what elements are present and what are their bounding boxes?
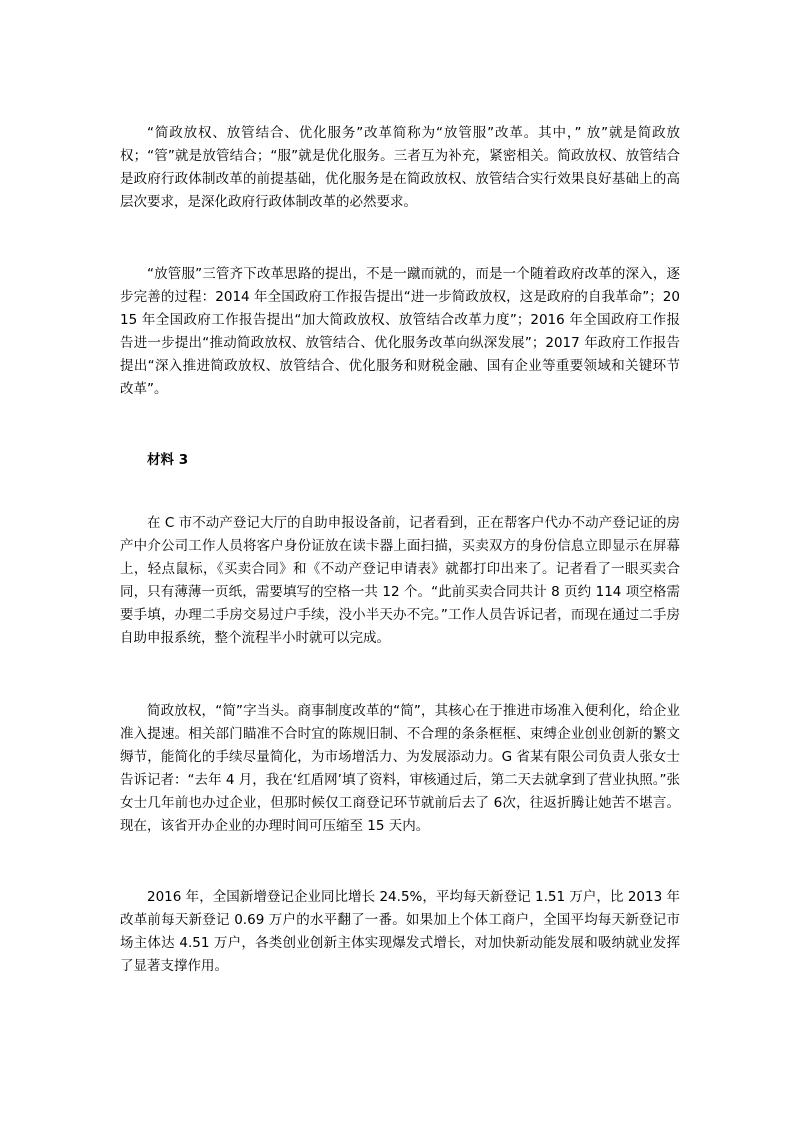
paragraph-fangguanfu-definition: “简政放权、放管结合、优化服务”改革简称为“放管服”改革。其中，” 放”就是简政放权；“管”就是放管结合；“服”就是优化服务。三者互为补充，紧密相关。简政放权、放管结合是政府行政体制改革的前提基础，优化服务是在简政放权、放管结合实行效果良好基础上的高层次要求，是深化政府行政体制改革的必然要求。 — [120, 125, 680, 210]
paragraph-property-registration: 在 C 市不动产登记大厅的自助申报设备前，记者看到，正在帮客户代办不动产登记证的房产中介公司工作人员将客户身份证放在读卡器上面扫描，买卖双方的身份信息立即显示在屏幕上，轻点鼠标，《买卖合同》和《不动产登记申请表》就都打印出来了。记者看了一眼买卖合同，只有薄薄一页纸，需要填写的空格一共 12 个。“此前买卖合同共计 8 页约 114 项空格需要手填，办理二手房交易过户手续，没小半天办不完。”工作人员告诉记者，而现在通过二手房自助申报系统，整个流程半小时就可以完成。 — [120, 515, 680, 646]
section-heading-material-3: 材料 3 — [147, 452, 189, 468]
paragraph-reform-timeline: “放管服”三管齐下改革思路的提出，不是一蹴而就的，而是一个随着政府改革的深入，逐步完善的过程：2014 年全国政府工作报告提出“进一步简政放权，这是政府的自我革命”；2015 年全国政府工作报告提出“加大简政放权、放管结合改革力度”；2016 年全国政府工作报告进一步提出“推动简政放权、放管结合、优化服务改革向纵深发展”；2017 年政府工作报告提出“深入推进简政放权、放管结合、优化服务和财税金融、国有企业等重要领域和关键环节改革”。 — [120, 266, 680, 397]
paragraph-business-registration: 简政放权，“简”字当头。商事制度改革的“简”，其核心在于推进市场准入便利化，给企业准入提速。相关部门瞄准不合时宜的陈规旧制、不合理的条条框框、束缚企业创业创新的繁文缛节，能简化的手续尽量简化，为市场增活力、为发展添动力。G 省某有限公司负责人张女士告诉记者：“去年 4 月，我在‘红盾网’填了资料，审核通过后，第二天去就拿到了营业执照。”张女士几年前也办过企业，但那时候仅工商登记环节就前后去了 6次，往返折腾让她苦不堪言。现在，该省开办企业的办理时间可压缩至 15 天内。 — [120, 703, 680, 834]
paragraph-new-enterprises-statistics: 2016 年，全国新增登记企业同比增长 24.5%，平均每天新登记 1.51 万户，比 2013 年改革前每天新登记 0.69 万户的水平翻了一番。如果加上个体工商户，全国平均每天新登记市场主体达 4.51 万户，各类创业创新主体实现爆发式增长，对加快新动能发展和吸纳就业发挥了显著支撑作用。 — [120, 889, 680, 974]
